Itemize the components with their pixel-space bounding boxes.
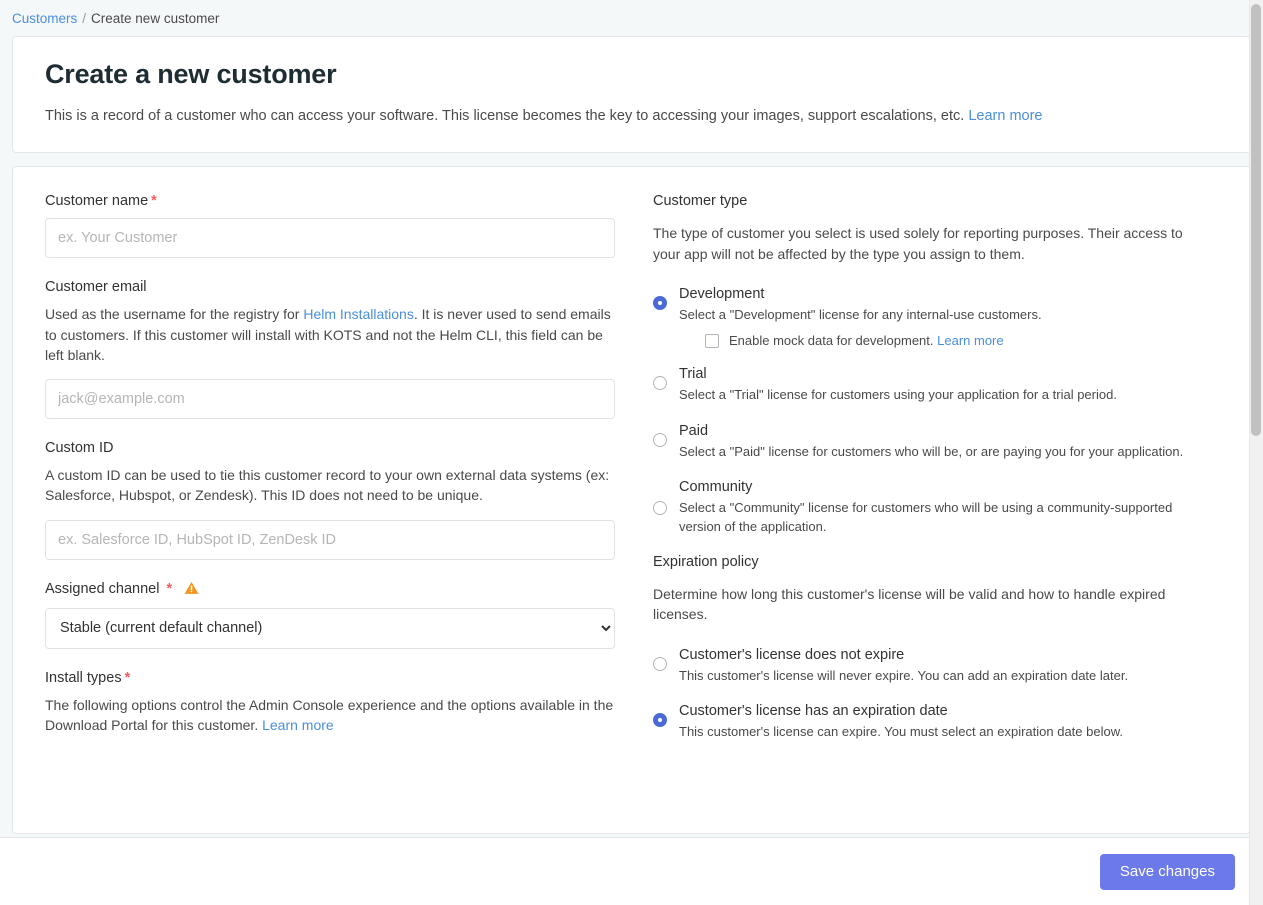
install-types-label-text: Install types [45, 669, 122, 686]
radio-expiration-never-body [679, 647, 1210, 685]
customer-email-help-suffix: . It is never used to send emails to customers. If this customer will install with KOTS and not the Helm CLI, this field can be left blank. [45, 306, 611, 363]
radio-paid-description: Select a "Paid" license for customers who will be, or are paying you for your application. [679, 443, 1184, 459]
install-types-learn-more-link[interactable]: Learn more [262, 717, 334, 734]
custom-id-help: A custom ID can be used to tie this customer record to your own external data systems (ex: Salesforce, Hubspot, or Zendesk). This ID does not need to be unique. [45, 467, 610, 504]
radio-customer-type-paid[interactable] [653, 423, 1210, 461]
radio-community-title: Community [679, 479, 753, 496]
expiration-policy-title: Expiration policy [653, 554, 759, 571]
helm-installations-link[interactable]: Helm Installations [303, 306, 414, 323]
customer-email-help [45, 304, 615, 365]
radio-expiration-date-control[interactable] [653, 713, 667, 727]
radio-trial-body [679, 366, 1210, 404]
radio-community-control[interactable] [653, 501, 667, 515]
assigned-channel-select[interactable] [45, 608, 615, 649]
form-right-column [621, 167, 1250, 833]
breadcrumb-separator: / [82, 11, 87, 26]
page-scrollbar-thumb[interactable] [1251, 4, 1261, 436]
radio-trial-control[interactable] [653, 376, 667, 390]
radio-paid-title: Paid [679, 422, 709, 439]
radio-expiration-never-control[interactable] [653, 657, 667, 671]
form-left-column [13, 167, 621, 833]
customer-type-title: Customer type [653, 193, 748, 210]
page-description [45, 106, 1250, 126]
radio-community-description: Select a "Community" license for customers who will be using a community-supported version of the application. [679, 500, 1173, 534]
customer-form-card [12, 166, 1251, 834]
custom-id-input[interactable] [45, 520, 615, 560]
customer-email-label: Customer email [45, 279, 147, 296]
radio-expiration-never[interactable] [653, 647, 1210, 685]
radio-customer-type-trial[interactable] [653, 366, 1210, 404]
radio-development-body [679, 286, 1210, 348]
checkbox-enable-mock-data-text: Enable mock data for development. [729, 333, 934, 349]
breadcrumb-current: Create new customer [91, 11, 220, 26]
page-scrollbar-track[interactable] [1249, 0, 1263, 905]
radio-customer-type-community[interactable] [653, 479, 1210, 536]
radio-expiration-never-title: Customer's license does not expire [679, 646, 905, 663]
customer-name-input[interactable] [45, 218, 615, 258]
radio-expiration-never-description: This customer's license will never expire. You can add an expiration date later. [679, 667, 1129, 683]
assigned-channel-required-marker: * [166, 580, 173, 597]
page-title: Create a new customer [45, 59, 337, 89]
assigned-channel-label-text: Assigned channel [45, 580, 160, 597]
install-types-help-text: The following options control the Admin Console experience and the options available in the Download Portal for this customer. [45, 696, 614, 734]
customer-name-required-marker: * [151, 193, 157, 210]
mock-data-learn-more-link[interactable]: Learn more [937, 333, 1004, 349]
install-types-label [45, 670, 621, 686]
page-header-card [12, 36, 1251, 153]
expiration-policy-description: Determine how long this customer's license will be valid and how to handle expired licenses. [653, 586, 1166, 623]
customer-name-label [45, 193, 621, 209]
radio-expiration-date[interactable] [653, 703, 1210, 741]
customer-name-label-text: Customer name [45, 193, 149, 210]
radio-trial-title: Trial [679, 366, 707, 383]
page-description-text: This is a record of a customer who can access your software. This license becomes the key to accessing your images, support escalations, etc. [45, 108, 965, 124]
customer-type-description: The type of customer you select is used solely for reporting purposes. Their access to your app will not be affected by the type you assign to them. [653, 225, 1183, 262]
radio-paid-control[interactable] [653, 433, 667, 447]
radio-development-description: Select a "Development" license for any internal-use customers. [679, 306, 1042, 322]
breadcrumb-link-customers[interactable]: Customers [12, 11, 78, 26]
breadcrumb [0, 0, 1263, 36]
assigned-channel-label [45, 581, 621, 599]
save-changes-button[interactable]: Save changes [1100, 854, 1235, 890]
radio-community-body [679, 479, 1210, 536]
radio-development-control[interactable] [653, 296, 667, 310]
checkbox-enable-mock-data-control[interactable] [705, 334, 719, 348]
form-footer-bar [0, 837, 1263, 905]
radio-customer-type-development[interactable] [653, 286, 1210, 348]
warning-triangle-icon [184, 581, 199, 599]
checkbox-enable-mock-data[interactable] [705, 333, 1210, 348]
customer-email-help-prefix: Used as the username for the registry for [45, 306, 304, 323]
radio-expiration-date-title: Customer's license has an expiration date [679, 703, 948, 720]
header-learn-more-link[interactable]: Learn more [968, 108, 1043, 124]
custom-id-label: Custom ID [45, 440, 114, 457]
radio-trial-description: Select a "Trial" license for customers using your application for a trial period. [679, 387, 1117, 403]
radio-expiration-date-body [679, 703, 1210, 741]
customer-email-input[interactable] [45, 379, 615, 419]
radio-development-title: Development [679, 285, 765, 302]
radio-paid-body [679, 423, 1210, 461]
radio-expiration-date-description: This customer's license can expire. You must select an expiration date below. [679, 724, 1123, 740]
install-types-required-marker: * [124, 669, 131, 686]
checkbox-enable-mock-data-label [729, 333, 1004, 348]
install-types-help [45, 695, 615, 736]
